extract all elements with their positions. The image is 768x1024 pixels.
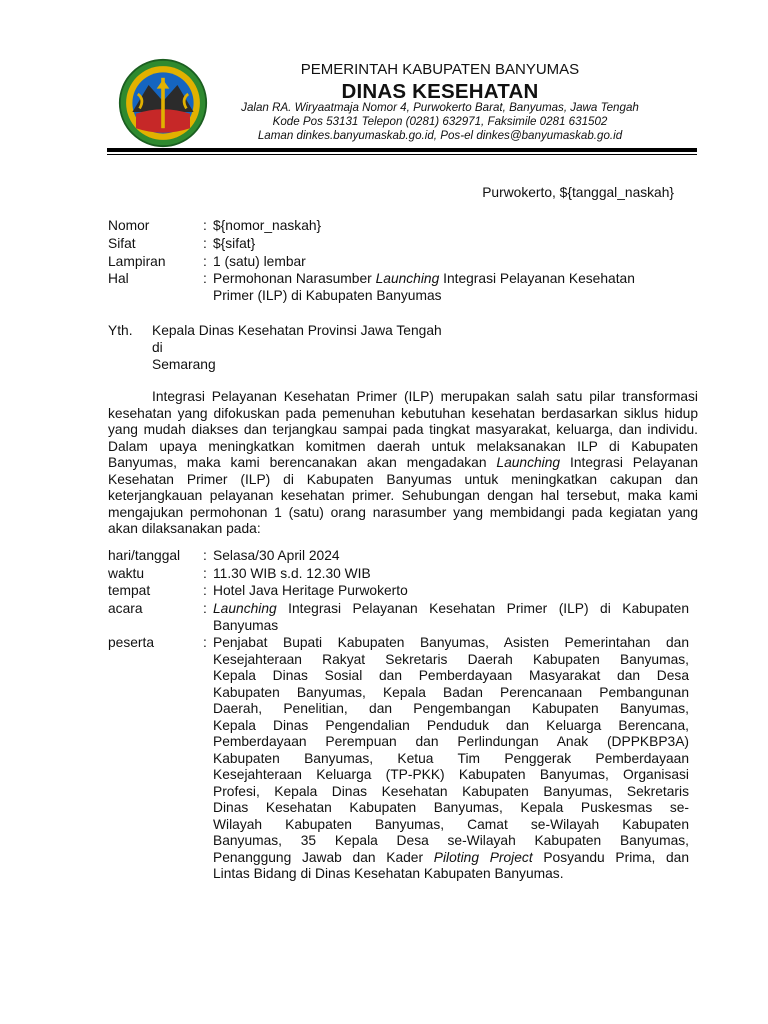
peserta-line: Penanggung Jawab dan Kader Piloting Project Posyandu Prima, dan	[213, 849, 689, 865]
meta-value-sifat: ${sifat}	[213, 236, 256, 251]
meta-colon: :	[203, 271, 207, 286]
peserta-line: Dinas Kesehatan Kabupaten Banyumas, Kepala Puskesmas se-	[213, 800, 689, 815]
detail-label-hari: hari/tanggal	[108, 548, 181, 563]
letterhead-agency: DINAS KESEHATAN	[341, 80, 539, 103]
detail-colon: :	[203, 635, 207, 650]
peserta-line: Penjabat Bupati Kabupaten Banyumas, Asisten Pemerintahan dan	[213, 635, 689, 650]
meta-label-lampiran: Lampiran	[108, 254, 166, 269]
peserta-line: Profesi, Kepala Dinas Kesehatan Kabupaten Banyumas, Sekretaris	[213, 783, 689, 799]
letterhead-divider-thin	[107, 154, 697, 155]
detail-value-waktu: 11.30 WIB s.d. 12.30 WIB	[213, 566, 371, 581]
letterhead-government: PEMERINTAH KABUPATEN BANYUMAS	[300, 61, 580, 78]
meta-label-nomor: Nomor	[108, 218, 150, 233]
recipient-salutation: Yth.	[108, 323, 133, 338]
detail-value-hari: Selasa/30 April 2024	[213, 548, 340, 563]
letter-date: Purwokerto, ${tanggal_naskah}	[482, 185, 674, 200]
peserta-line: Kabupaten Banyumas, Kepala Badan Perencanaan Pembangunan	[213, 684, 689, 700]
body-paragraph: Integrasi Pelayanan Kesehatan Primer (ILP) merupakan salah satu pilar transformasi kesehatan yang difokuskan pada pemenuhan kebutuhan kesehatan berdasarkan siklus hidup yang mudah diakses dan terjangkau sampai pada tingkat masyarakat, keluarga, dan individu. Dalam upaya meningkatkan komitmen daerah untuk melaksanakan ILP di Kabupaten Banyumas, maka kami berencanakan akan mengadakan Launching Integrasi Pelayanan Kesehatan Primer (ILP) di Kabupaten Banyumas untuk meningkatkan cakupan dan keterjangkauan pelayanan kesehatan primer. Sehubungan dengan hal tersebut, maka kami mengajukan permohonan 1 (satu) orang narasumber yang membidangi pada kegiatan yang akan dilaksanakan pada:	[108, 389, 699, 536]
meta-value-hal-line2: Primer (ILP) di Kabupaten Banyumas	[213, 288, 442, 303]
letterhead-contact: Kode Pos 53131 Telepon (0281) 632971, Faksimile 0281 631502	[272, 115, 608, 128]
peserta-line: Kepala Dinas Sosial dan Pemberdayaan Masyarakat dan Desa	[213, 668, 689, 683]
letterhead-web-email: Laman dinkes.banyumaskab.go.id, Pos-el dinkes@banyumaskab.go.id	[257, 129, 623, 142]
peserta-line: Kesejahteraan Keluarga (TP-PKK) Kabupaten Banyumas, Organisasi	[213, 767, 689, 782]
detail-label-peserta: peserta	[108, 635, 155, 650]
peserta-line: Pemberdayaan Perempuan dan Perlindungan Anak (DPPKBP3A)	[213, 734, 689, 749]
meta-value-lampiran: 1 (satu) lembar	[213, 254, 306, 269]
peserta-line: Kesejahteraan Rakyat Sekretaris Daerah Kabupaten Banyumas,	[213, 651, 689, 667]
meta-label-hal: Hal	[108, 271, 129, 286]
meta-value-nomor: ${nomor_naskah}	[213, 218, 322, 233]
peserta-line: Banyumas, 35 Kepala Desa se-Wilayah Kabupaten Banyumas,	[213, 833, 689, 848]
meta-colon: :	[203, 254, 207, 269]
detail-colon: :	[203, 583, 207, 598]
detail-colon: :	[203, 566, 207, 581]
recipient-name: Kepala Dinas Kesehatan Provinsi Jawa Tengah	[152, 323, 442, 338]
detail-colon: :	[203, 548, 207, 563]
letterhead-divider	[107, 148, 697, 152]
meta-colon: :	[203, 218, 207, 233]
peserta-line: Daerah, Penelitian, dan Pengembangan Kabupaten Banyumas,	[213, 701, 689, 716]
meta-colon: :	[203, 236, 207, 251]
recipient-di: di	[152, 340, 163, 355]
detail-label-waktu: waktu	[108, 566, 145, 581]
peserta-line: Kepala Dinas Pengendalian Penduduk dan Keluarga Berencana,	[213, 717, 689, 733]
peserta-line: Kabupaten Banyumas, Ketua Tim Penggerak Pemberdayaan	[213, 750, 689, 766]
banyumas-emblem-icon	[118, 58, 208, 148]
detail-colon: :	[203, 601, 207, 616]
meta-value-hal: Permohonan Narasumber Launching Integrasi Pelayanan Kesehatan	[213, 271, 635, 286]
meta-label-sifat: Sifat	[108, 236, 136, 251]
peserta-line: Lintas Bidang di Dinas Kesehatan Kabupaten Banyumas.	[213, 866, 564, 881]
detail-label-tempat: tempat	[108, 583, 151, 598]
detail-value-peserta	[213, 635, 689, 883]
recipient-place: Semarang	[152, 357, 216, 372]
detail-value-acara: Launching Integrasi Pelayanan Kesehatan Primer (ILP) di Kabupaten Banyumas	[213, 601, 689, 633]
detail-label-acara: acara	[108, 601, 143, 616]
letterhead-address: Jalan RA. Wiryaatmaja Nomor 4, Purwokerto Barat, Banyumas, Jawa Tengah	[241, 101, 639, 114]
peserta-line: Wilayah Kabupaten Banyumas, Camat se-Wilayah Kabupaten	[213, 816, 689, 832]
detail-value-tempat: Hotel Java Heritage Purwokerto	[213, 583, 408, 598]
